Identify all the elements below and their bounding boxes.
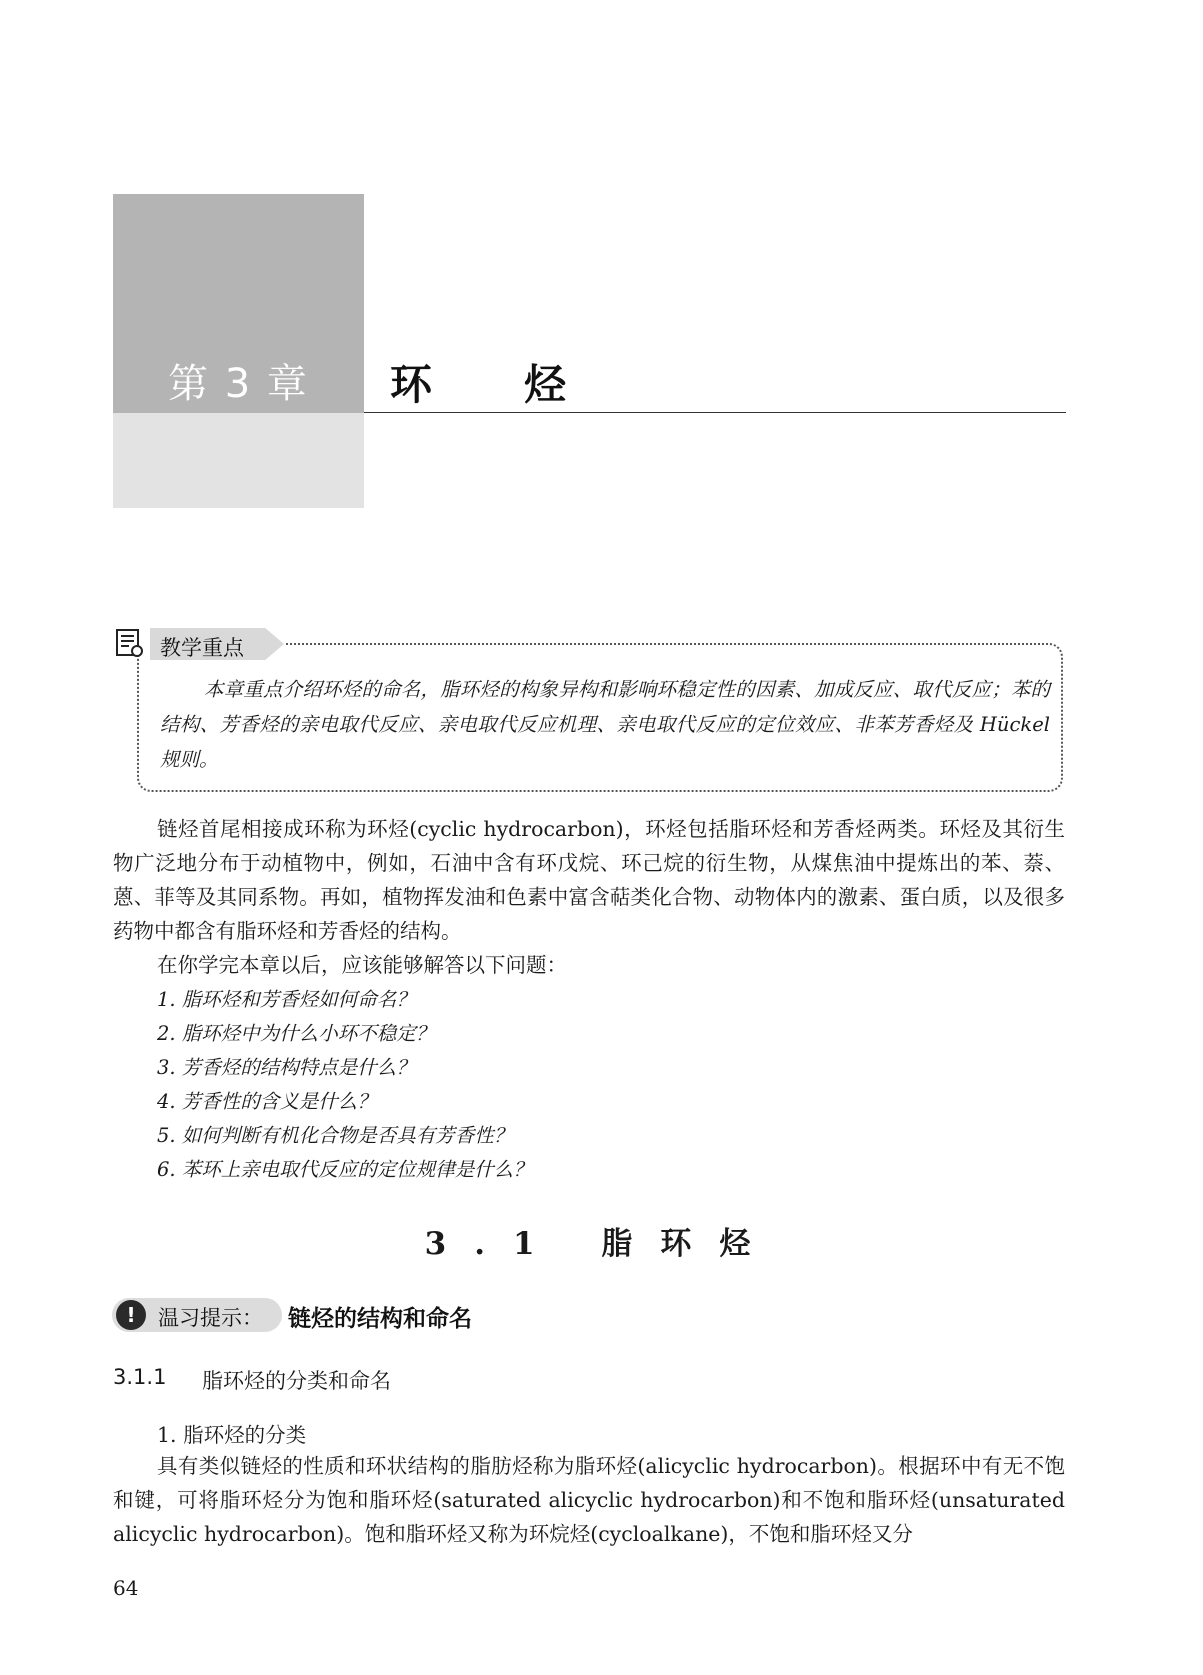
questions-list: [157, 983, 533, 1187]
subsection-title: 脂环烃的分类和命名: [202, 1369, 391, 1393]
questions-intro: 在你学完本章以后，应该能够解答以下问题：: [157, 953, 567, 977]
intro-paragraph: 链烃首尾相接成环称为环烃(cyclic hydrocarbon)，环烃包括脂环烃和芳香烃两类。环烃及其衍生物广泛地分布于动植物中，例如，石油中含有环戊烷、环己烷的衍生物，从煤焦油中提炼出的苯、萘、蒽、菲等及其同系物。再如，植物挥发油和色素中富含萜类化合物、动物体内的激素、蛋白质，以及很多药物中都含有脂环烃和芳香烃的结构。: [113, 817, 1065, 943]
teaching-focus-label: 教学重点: [160, 636, 244, 660]
list-item: 1. 脂环烃和芳香烃如何命名？: [157, 988, 416, 1011]
list-document-icon: [115, 628, 145, 658]
list-item: 3. 芳香烃的结构特点是什么？: [157, 1056, 416, 1079]
chapter-block-light: [113, 413, 364, 508]
page-number: 64: [113, 1576, 139, 1600]
exclamation-icon: !: [116, 1300, 146, 1330]
item-heading: 1. 脂环烃的分类: [157, 1423, 307, 1447]
chapter-title: 环烃: [390, 360, 659, 409]
list-item: 4. 芳香性的含义是什么？: [157, 1090, 377, 1113]
chapter-rule: [364, 412, 1066, 413]
review-tip-label: 温习提示：: [158, 1306, 263, 1330]
list-item: 6. 苯环上亲电取代反应的定位规律是什么？: [157, 1158, 533, 1181]
list-item: 5. 如何判断有机化合物是否具有芳香性？: [157, 1124, 514, 1147]
section-title: 3.1 脂环烃: [424, 1226, 779, 1262]
review-tip-topic: 链烃的结构和命名: [288, 1306, 472, 1332]
chapter-number: 第 3 章: [168, 361, 309, 407]
body-paragraph: 具有类似链烃的性质和环状结构的脂肪烃称为脂环烃(alicyclic hydrocarbon)。根据环中有无不饱和键，可将脂环烃分为饱和脂环烃(saturated alicyclic hydrocarbon)和不饱和脂环烃(unsaturated alicyclic hydrocarbon)。饱和脂环烃又称为环烷烃(cycloalkane)，不饱和脂环烃又分: [113, 1454, 1065, 1546]
teaching-focus-text: 本章重点介绍环烃的命名，脂环烃的构象异构和影响环稳定性的因素、加成反应、取代反应；苯的结构、芳香烃的亲电取代反应、亲电取代反应机理、亲电取代反应的定位效应、非苯芳香烃及 Hückel 规则。: [160, 678, 1050, 771]
subsection-number: 3.1.1: [113, 1365, 167, 1389]
list-item: 2. 脂环烃中为什么小环不稳定？: [157, 1022, 436, 1045]
